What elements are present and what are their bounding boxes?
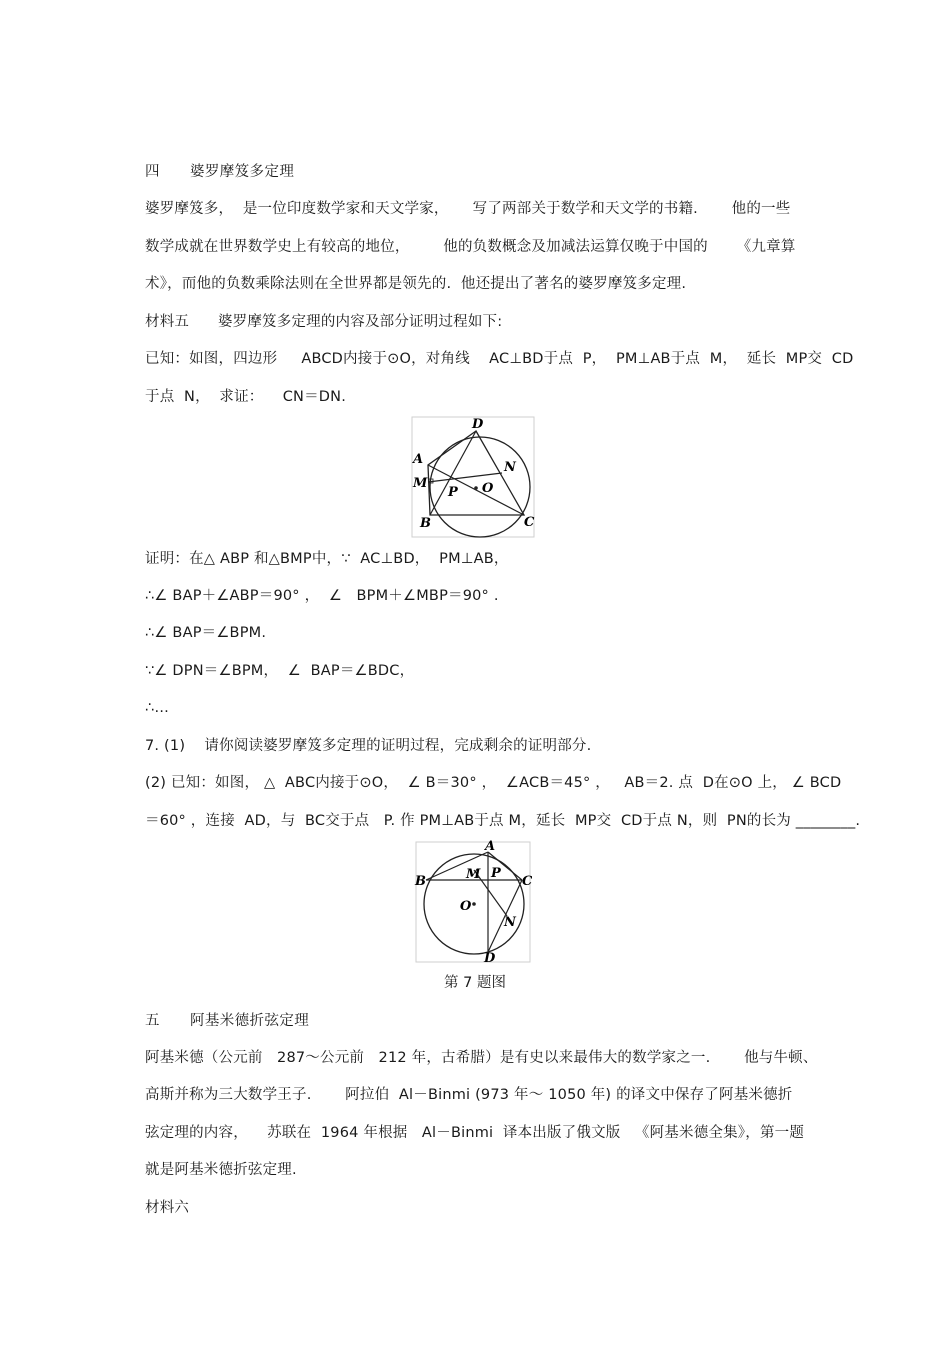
center-point-o-2: [472, 902, 476, 906]
label-o: O: [482, 481, 494, 496]
section5-intro-line-2: 高斯并称为三大数学王子. 阿拉伯 Al－Binmi (973 年～ 1050 年) 的译文中保存了阿基米德折: [145, 1087, 793, 1103]
proof-line-3: ∴∠ BAP＝∠BPM.: [145, 625, 267, 641]
label-b-2: B: [415, 874, 426, 889]
label-d: D: [472, 417, 484, 432]
given-line-2: 于点 N， 求证： CN＝DN.: [145, 389, 347, 405]
label-a: A: [413, 452, 424, 467]
material6-heading: 材料六: [145, 1200, 190, 1216]
figure-question7-diagram: [414, 840, 532, 964]
section5-intro-line-1: 阿基米德（公元前 287～公元前 212 年，古希腊）是有史以来最伟大的数学家之一. 他与牛顿、: [145, 1050, 818, 1066]
section5-intro-line-4: 就是阿基米德折弦定理.: [145, 1162, 297, 1178]
material5-heading: 材料五 婆罗摩笈多定理的内容及部分证明过程如下:: [145, 314, 503, 330]
label-c: C: [524, 515, 535, 530]
figure-frame-2: [416, 842, 530, 962]
section5-intro-line-3: 弦定理的内容， 苏联在 1964 年根据 Al－Binmi 译本出版了俄文版 《阿基米德全集》，第一题: [145, 1125, 805, 1141]
center-point-o: [474, 486, 478, 490]
figure-brahmagupta-diagram: [410, 415, 536, 539]
question7-line-3: ＝60° ，连接 AD，与 BC交于点 P. 作 PM⊥AB于点 M，延长 MP交 CD于点 N，则 PN的长为 ________.: [145, 813, 861, 829]
label-p: P: [448, 485, 458, 500]
label-b: B: [420, 516, 431, 531]
label-c-2: C: [522, 874, 532, 889]
figure2-caption: 第 7 题图: [444, 975, 506, 991]
diagonal-bd: [430, 431, 476, 515]
section4-title: 四 婆罗摩笈多定理: [145, 164, 295, 180]
label-o-2: O: [460, 899, 472, 914]
label-a-2: A: [485, 840, 496, 854]
label-p-2: P: [491, 866, 501, 881]
question7-line-1: 7. (1) 请你阅读婆罗摩笈多定理的证明过程，完成剩余的证明部分.: [145, 738, 592, 754]
label-n-2: N: [504, 915, 516, 930]
section5-title: 五 阿基米德折弦定理: [145, 1013, 310, 1029]
label-m: M: [413, 476, 428, 491]
section4-intro-line-2: 数学成就在世界数学史上有较高的地位， 他的负数概念及加减法运算仅晚于中国的 《九章算: [145, 239, 796, 255]
question7-line-2: (2) 已知：如图， △ ABC内接于⊙O， ∠ B＝30° ， ∠ACB＝45° ， AB＝2. 点 D在⊙O 上， ∠ BCD: [145, 775, 842, 791]
label-d-2: D: [484, 951, 496, 964]
section4-intro-line-3: 术》，而他的负数乘除法则在全世界都是领先的. 他还提出了著名的婆罗摩笈多定理.: [145, 276, 687, 292]
proof-line-1: 证明：在△ ABP 和△BMP中，∵ AC⊥BD， PM⊥AB，: [145, 551, 509, 567]
proof-line-5: ∴…: [145, 700, 170, 716]
given-line-1: 已知：如图，四边形 ABCD内接于⊙O，对角线 AC⊥BD于点 P， PM⊥AB于点 M， 延长 MP交 CD: [145, 351, 854, 367]
proof-line-2: ∴∠ BAP＋∠ABP＝90° ， ∠ BPM＋∠MBP＝90° .: [145, 588, 499, 604]
label-m-2: M: [466, 867, 481, 882]
section4-intro-line-1: 婆罗摩笈多， 是一位印度数学家和天文学家， 写了两部关于数学和天文学的书籍. 他的一些: [145, 201, 791, 217]
proof-line-4: ∵∠ DPN＝∠BPM， ∠ BAP＝∠BDC，: [145, 663, 415, 679]
label-n: N: [504, 460, 516, 475]
